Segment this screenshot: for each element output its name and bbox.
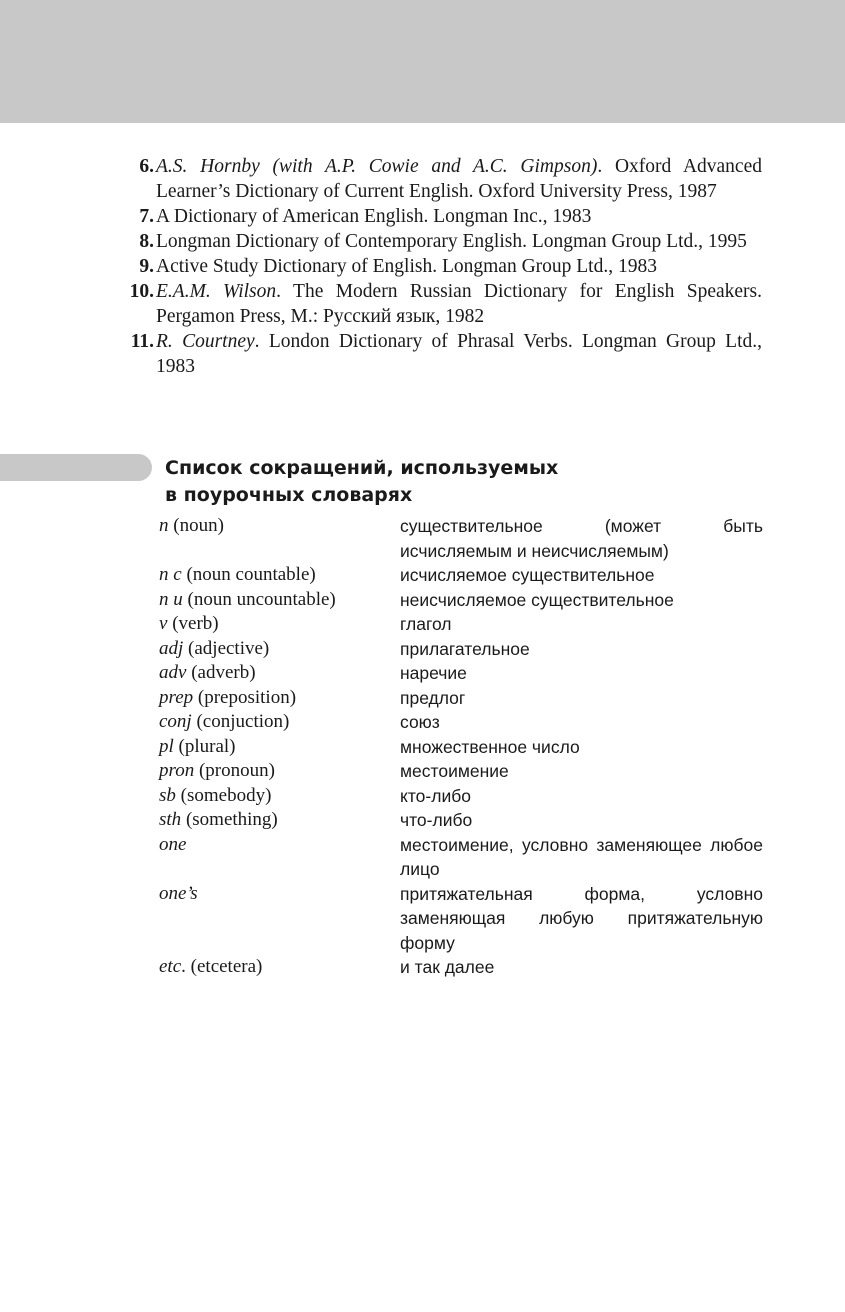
abbreviation-meaning: предлог — [400, 687, 466, 708]
reference-text: Oxford Advanced Learner’s Dictionary of Current English. Oxford University Press, 1987 — [156, 156, 762, 202]
reference-text: The Modern Russian Dictionary for English Speakers. Pergamon Press, M.: Русский язык, 1982 — [156, 281, 762, 327]
reference-number: 11. — [130, 331, 154, 352]
abbreviation-row — [159, 808, 763, 833]
abbreviation-term: n c (noun countable) — [159, 564, 316, 585]
section-marker — [0, 454, 152, 481]
reference-list — [110, 154, 762, 379]
abbreviation-term: pl (plural) — [159, 735, 236, 757]
abbreviation-term: n u (noun uncountable) — [159, 588, 336, 610]
abbreviation-term: pron (pronoun) — [159, 760, 275, 781]
abbreviation-row — [159, 759, 763, 784]
section-heading: Список сокращений, используемых в поурочных словарях — [165, 457, 559, 506]
abbreviation-meaning: местоимение — [400, 761, 509, 781]
abbreviation-meaning: наречие — [400, 663, 467, 683]
abbreviation-term: v (verb) — [159, 613, 219, 634]
reference-text: A Dictionary of American English. Longman Inc., 1983 — [156, 206, 592, 227]
abbreviation-meaning: союз — [400, 712, 440, 732]
reference-number: 10. — [129, 281, 154, 302]
abbreviation-meaning: исчисляемое существительное — [400, 565, 655, 585]
abbreviation-meaning: множественное число — [400, 736, 580, 757]
reference-item: 11. R. Courtney. London Dictionary of Phrasal Verbs. Longman Group Ltd., 1983 — [110, 329, 762, 379]
abbreviation-row — [159, 882, 763, 956]
reference-item: 10. E.A.M. Wilson. The Modern Russian Dictionary for English Speakers. Pergamon Press, M.: Русский язык, 1982 — [110, 279, 762, 329]
abbreviation-row — [159, 784, 763, 809]
abbreviation-meaning: что-либо — [400, 810, 473, 830]
header-band — [0, 0, 845, 123]
reference-author: R. Courtney — [156, 331, 255, 352]
reference-item — [110, 204, 762, 229]
abbreviation-term: one — [159, 833, 187, 855]
abbreviation-term: one’s — [159, 882, 198, 904]
abbreviation-row — [159, 710, 763, 735]
reference-number: 9. — [139, 256, 154, 277]
reference-item: 6. A.S. Hornby (with A.P. Cowie and A.C. Gimpson). Oxford Advanced Learner’s Dictionary of Current English. Oxford University Press, 1987 — [110, 154, 762, 204]
abbreviation-term: etc. (etcetera) — [159, 956, 263, 977]
abbreviation-row — [159, 661, 763, 686]
reference-item — [110, 254, 762, 279]
abbreviation-table — [159, 514, 763, 980]
abbreviation-row — [159, 514, 763, 563]
reference-text: London Dictionary of Phrasal Verbs. Longman Group Ltd., 1983 — [156, 331, 763, 377]
abbreviation-row — [159, 686, 763, 711]
abbreviation-row — [159, 612, 763, 637]
reference-text: Longman Dictionary of Contemporary English. Longman Group Ltd., 1995 — [156, 231, 747, 252]
abbreviation-meaning: местоимение, условно заменяющее любое лицо — [400, 834, 763, 879]
abbreviation-meaning: неисчисляемое существительное — [400, 589, 674, 610]
reference-number: 7. — [139, 206, 154, 227]
reference-text: Active Study Dictionary of English. Longman Group Ltd., 1983 — [156, 256, 657, 277]
abbreviation-row — [159, 735, 763, 760]
abbreviation-term: n (noun) — [159, 515, 224, 536]
abbreviation-term: conj (conjuction) — [159, 711, 290, 732]
abbreviation-term: adj (adjective) — [159, 637, 270, 659]
abbreviation-meaning: прилагательное — [400, 638, 530, 659]
abbreviation-meaning: притяжательная форма, условно заменяющая любую притяжательную форму — [400, 883, 763, 953]
abbreviation-term: sth (something) — [159, 809, 278, 830]
reference-author: E.A.M. Wilson — [156, 281, 277, 302]
abbreviation-meaning: и так далее — [400, 957, 495, 977]
reference-author: A.S. Hornby (with A.P. Cowie and A.C. Gimpson) — [156, 156, 598, 177]
reference-number: 6. — [139, 156, 154, 177]
reference-item — [110, 229, 762, 254]
abbreviation-row — [159, 588, 763, 613]
abbreviation-term: prep (preposition) — [159, 686, 297, 708]
reference-number: 8. — [139, 231, 154, 252]
abbreviation-row — [159, 833, 763, 882]
abbreviation-meaning: кто-либо — [400, 785, 471, 806]
abbreviation-row — [159, 955, 763, 980]
abbreviation-row — [159, 637, 763, 662]
abbreviation-term: sb (somebody) — [159, 784, 272, 806]
abbreviation-meaning: существительное (может быть исчисляемым и неисчисляемым) — [400, 516, 763, 561]
abbreviation-meaning: глагол — [400, 614, 452, 634]
abbreviation-term: adv (adverb) — [159, 662, 256, 683]
abbreviation-row — [159, 563, 763, 588]
